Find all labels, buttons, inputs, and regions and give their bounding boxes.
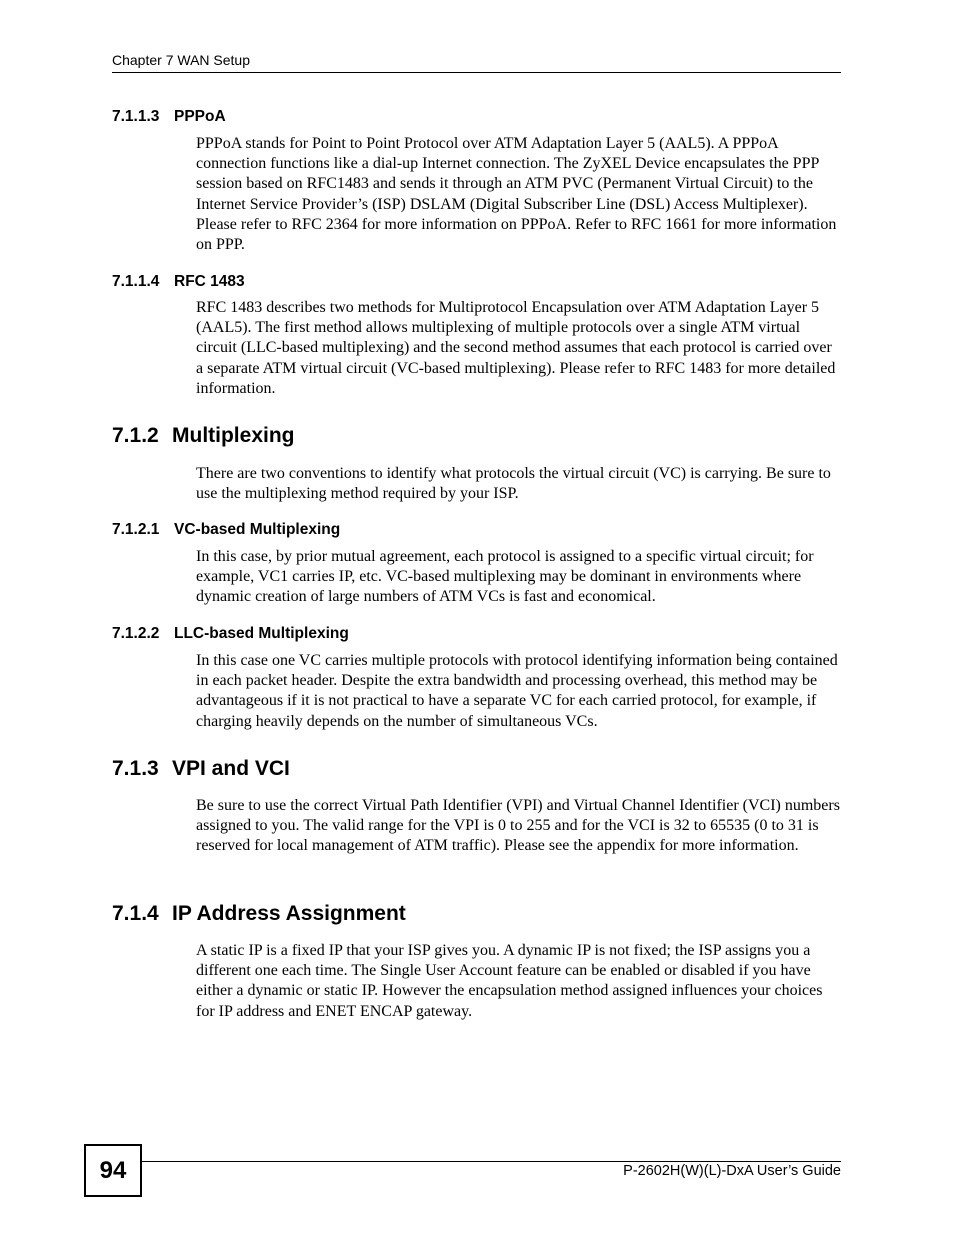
paragraph-multiplexing: There are two conventions to identify what protocols the virtual circuit (VC) is carrying. Be sure to use the multiplexing method required by your ISP. <box>196 465 831 503</box>
chapter-title: Chapter 7 WAN Setup <box>112 52 250 68</box>
heading-pppoa <box>112 108 226 126</box>
paragraph-llc-based: In this case one VC carries multiple protocols with protocol identifying information being contained in each packet header. Despite the extra bandwidth and processing overhead, this method may be advantageous if it is not practical to have a separate VC for each carried protocol, for example, if charging heavily depends on the number of simultaneous VCs. <box>196 652 838 730</box>
page-number: 94 <box>84 1144 142 1197</box>
guide-title: P-2602H(W)(L)-DxA User’s Guide <box>623 1163 841 1179</box>
section-number: 7.1.2.2 <box>112 625 160 642</box>
paragraph-pppoa: PPPoA stands for Point to Point Protocol over ATM Adaptation Layer 5 (AAL5). A PPPoA connection functions like a dial-up Internet connection. The ZyXEL Device encapsulates the PPP session based on RFC1483 and sends it through an ATM PVC (Permanent Virtual Circuit) to the Internet Service Provider’s (ISP) DSLAM (Digital Subscriber Line (DSL) Access Multiplexer). Please refer to RFC 2364 for more information on PPPoA. Refer to RFC 1661 for more information on PPP. <box>196 135 837 254</box>
section-title: LLC-based Multiplexing <box>174 625 349 642</box>
section-title: RFC 1483 <box>174 273 245 290</box>
section-title: VC-based Multiplexing <box>174 521 341 538</box>
section-number: 7.1.1.3 <box>112 108 160 125</box>
heading-rfc1483 <box>112 273 245 291</box>
paragraph-ip-assignment: A static IP is a fixed IP that your ISP gives you. A dynamic IP is not fixed; the ISP assigns you a different one each time. The Single User Account feature can be enabled or disabled if you have either a dynamic or static IP. However the encapsulation method assigned influences your choices for IP address and ENET ENCAP gateway. <box>196 942 823 1020</box>
heading-multiplexing <box>112 424 295 448</box>
section-title: PPPoA <box>174 108 226 125</box>
section-title: Multiplexing <box>172 424 295 447</box>
heading-vc-based <box>112 521 340 539</box>
paragraph-vc-based: In this case, by prior mutual agreement, each protocol is assigned to a specific virtual circuit; for example, VC1 carries IP, etc. VC-based multiplexing may be dominant in environments where dynamic creation of large numbers of ATM VCs is fast and economical. <box>196 548 814 606</box>
section-number: 7.1.2 <box>112 424 159 447</box>
section-title: IP Address Assignment <box>172 902 406 925</box>
section-number: 7.1.2.1 <box>112 521 160 538</box>
heading-vpi-vci <box>112 757 290 781</box>
heading-ip-assignment <box>112 902 406 926</box>
heading-llc-based <box>112 625 349 643</box>
section-number: 7.1.4 <box>112 902 159 925</box>
running-header <box>112 52 841 73</box>
section-title: VPI and VCI <box>172 757 290 780</box>
paragraph-vpi-vci: Be sure to use the correct Virtual Path Identifier (VPI) and Virtual Channel Identifier (VCI) numbers assigned to you. The valid range for the VPI is 0 to 255 and for the VCI is 32 to 65535 (0 to 31 is reserved for local management of ATM traffic). Please see the appendix for more information. <box>196 797 840 855</box>
paragraph-rfc1483: RFC 1483 describes two methods for Multiprotocol Encapsulation over ATM Adaptation Layer 5 (AAL5). The first method allows multiplexing of multiple protocols over a single ATM virtual circuit (LLC-based multiplexing) and the second method assumes that each protocol is carried over a separate ATM virtual circuit (VC-based multiplexing). Please refer to RFC 1483 for more detailed information. <box>196 299 836 397</box>
section-number: 7.1.1.4 <box>112 273 160 290</box>
section-number: 7.1.3 <box>112 757 159 780</box>
